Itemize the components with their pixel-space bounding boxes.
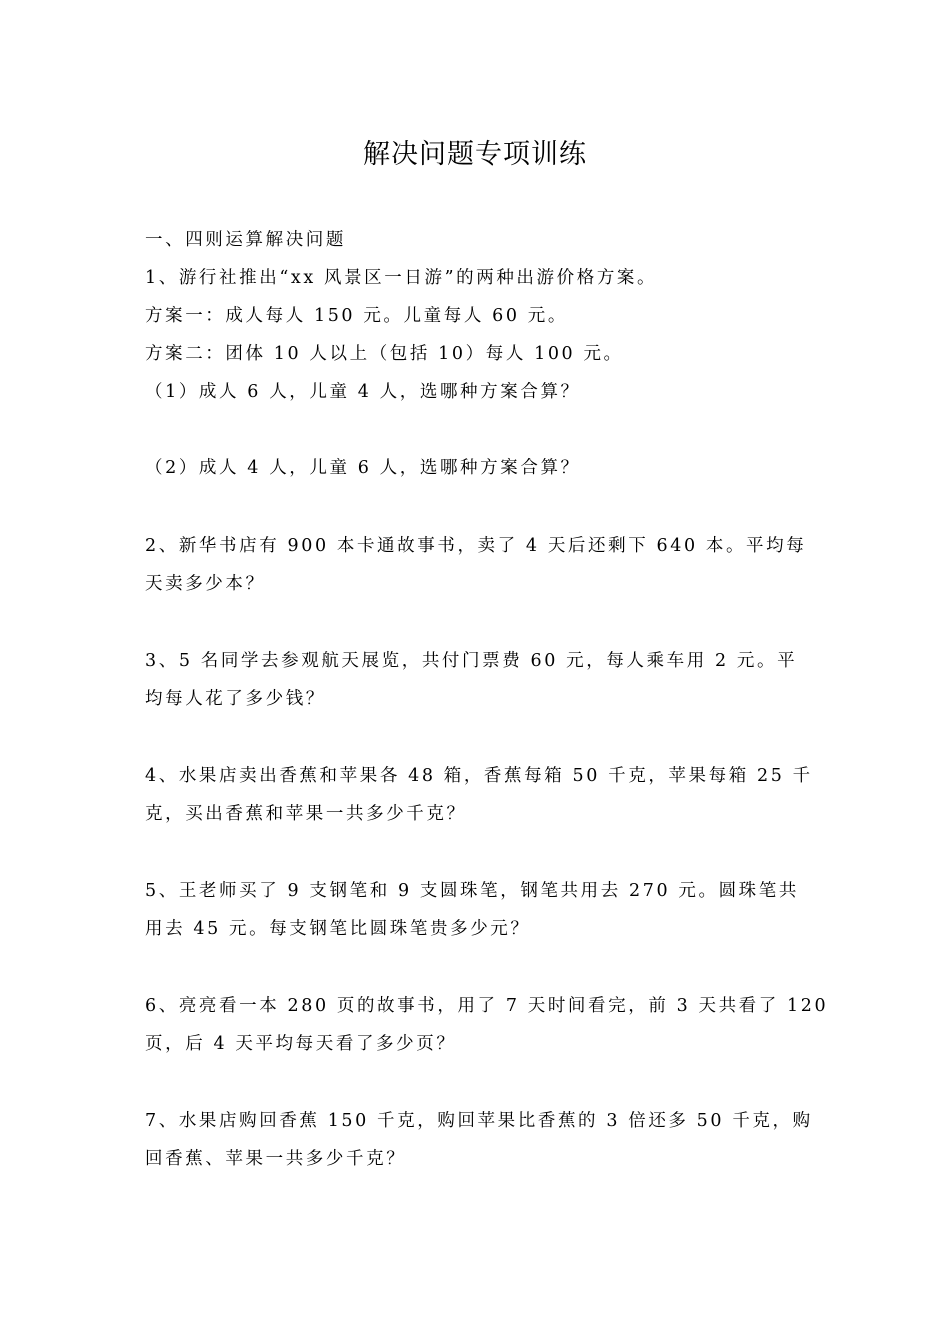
- question-1-intro: 1、游行社推出“xx 风景区一日游”的两种出游价格方案。: [145, 268, 658, 288]
- question-4-line-2: 克，买出香蕉和苹果一共多少千克？: [145, 804, 467, 824]
- question-5-line-1: 5、王老师买了 9 支钢笔和 9 支圆珠笔，钢笔共用去 270 元。圆珠笔共: [145, 881, 799, 901]
- question-2-line-2: 天卖多少本？: [145, 574, 266, 594]
- question-5-line-2: 用去 45 元。每支钢笔比圆珠笔贵多少元？: [145, 919, 531, 939]
- section-heading: 一、四则运算解决问题: [145, 230, 346, 250]
- question-2-line-1: 2、新华书店有 900 本卡通故事书，卖了 4 天后还剩下 640 本。平均每: [145, 536, 807, 556]
- question-7-line-2: 回香蕉、苹果一共多少千克？: [145, 1149, 407, 1169]
- question-4-line-1: 4、水果店卖出香蕉和苹果各 48 箱，香蕉每箱 50 千克，苹果每箱 25 千: [145, 766, 813, 786]
- question-6-line-2: 页，后 4 天平均每天看了多少页？: [145, 1034, 457, 1054]
- question-3-line-2: 均每人花了多少钱？: [145, 689, 326, 709]
- question-1-sub-2: （2）成人 4 人，儿童 6 人，选哪种方案合算？: [145, 458, 581, 478]
- question-1-plan-2: 方案二：团体 10 人以上（包括 10）每人 100 元。: [145, 344, 624, 364]
- page-title: 解决问题专项训练: [363, 139, 587, 170]
- question-7-line-1: 7、水果店购回香蕉 150 千克，购回苹果比香蕉的 3 倍还多 50 千克，购: [145, 1111, 813, 1131]
- question-1-sub-1: （1）成人 6 人，儿童 4 人，选哪种方案合算？: [145, 382, 581, 402]
- question-6-line-1: 6、亮亮看一本 280 页的故事书，用了 7 天时间看完，前 3 天共看了 120: [145, 996, 829, 1016]
- question-3-line-1: 3、5 名同学去参观航天展览，共付门票费 60 元，每人乘车用 2 元。平: [145, 651, 798, 671]
- question-1-plan-1: 方案一：成人每人 150 元。儿童每人 60 元。: [145, 306, 568, 326]
